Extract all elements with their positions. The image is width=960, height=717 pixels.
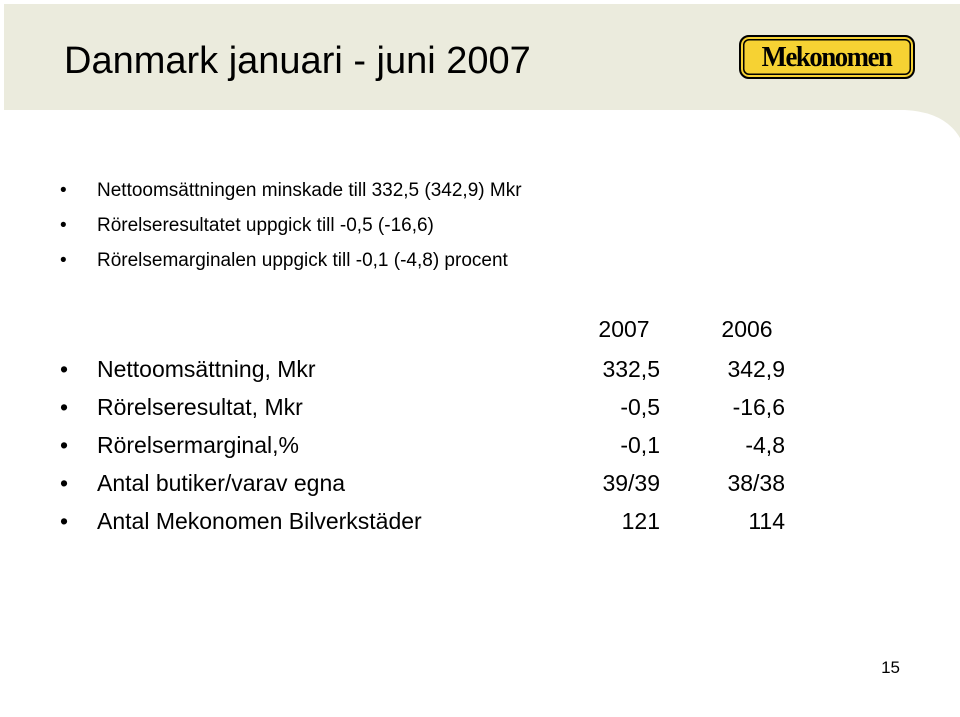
table-row xyxy=(60,426,820,464)
bullet-text: Rörelsemarginalen uppgick till -0,1 (-4,8) procent xyxy=(97,250,508,271)
key-figures-table xyxy=(60,308,820,548)
bullet-item xyxy=(60,243,522,278)
value-2006: 38/38 xyxy=(727,470,785,496)
row-label: Nettoomsättning, Mkr xyxy=(97,356,316,382)
bullet-icon: • xyxy=(60,470,69,496)
value-2007: -0,1 xyxy=(620,432,660,458)
bullet-icon: • xyxy=(60,180,67,201)
column-header-2007: 2007 xyxy=(598,316,650,342)
slide-title: Danmark januari - juni 2007 xyxy=(64,40,531,82)
value-2007: 121 xyxy=(621,508,660,534)
row-label: Rörelsermarginal,% xyxy=(97,432,299,458)
row-label: Antal Mekonomen Bilverkstäder xyxy=(97,508,422,534)
table-row xyxy=(60,502,820,540)
bullet-icon: • xyxy=(60,432,69,458)
bullet-item xyxy=(60,173,522,208)
value-2007: 332,5 xyxy=(602,356,660,382)
bullet-item xyxy=(60,208,522,243)
column-header-2006: 2006 xyxy=(721,316,773,342)
bullet-icon: • xyxy=(60,356,69,382)
row-label: Rörelseresultat, Mkr xyxy=(97,394,303,420)
slide-header xyxy=(0,0,960,116)
page-number: 15 xyxy=(881,658,900,677)
value-2006: -16,6 xyxy=(732,394,785,420)
row-label: Antal butiker/varav egna xyxy=(97,470,346,496)
bullet-icon: • xyxy=(60,508,69,534)
logo-wordmark: Mekonomen xyxy=(762,40,892,73)
table-row xyxy=(60,350,820,388)
table-row xyxy=(60,464,820,502)
value-2006: 342,9 xyxy=(727,356,785,382)
value-2006: 114 xyxy=(748,508,785,534)
table-header-row xyxy=(60,308,820,350)
bullet-icon: • xyxy=(60,394,69,420)
bullet-icon: • xyxy=(60,215,67,236)
value-2006: -4,8 xyxy=(745,432,785,458)
value-2007: -0,5 xyxy=(620,394,660,420)
summary-bullet-list xyxy=(60,173,522,278)
table-row xyxy=(60,388,820,426)
value-2007: 39/39 xyxy=(602,470,660,496)
bullet-text: Nettoomsättningen minskade till 332,5 (342,9) Mkr xyxy=(97,180,522,201)
bullet-icon: • xyxy=(60,250,67,271)
bullet-text: Rörelseresultatet uppgick till -0,5 (-16,6) xyxy=(97,215,434,236)
mekonomen-logo xyxy=(739,35,915,79)
